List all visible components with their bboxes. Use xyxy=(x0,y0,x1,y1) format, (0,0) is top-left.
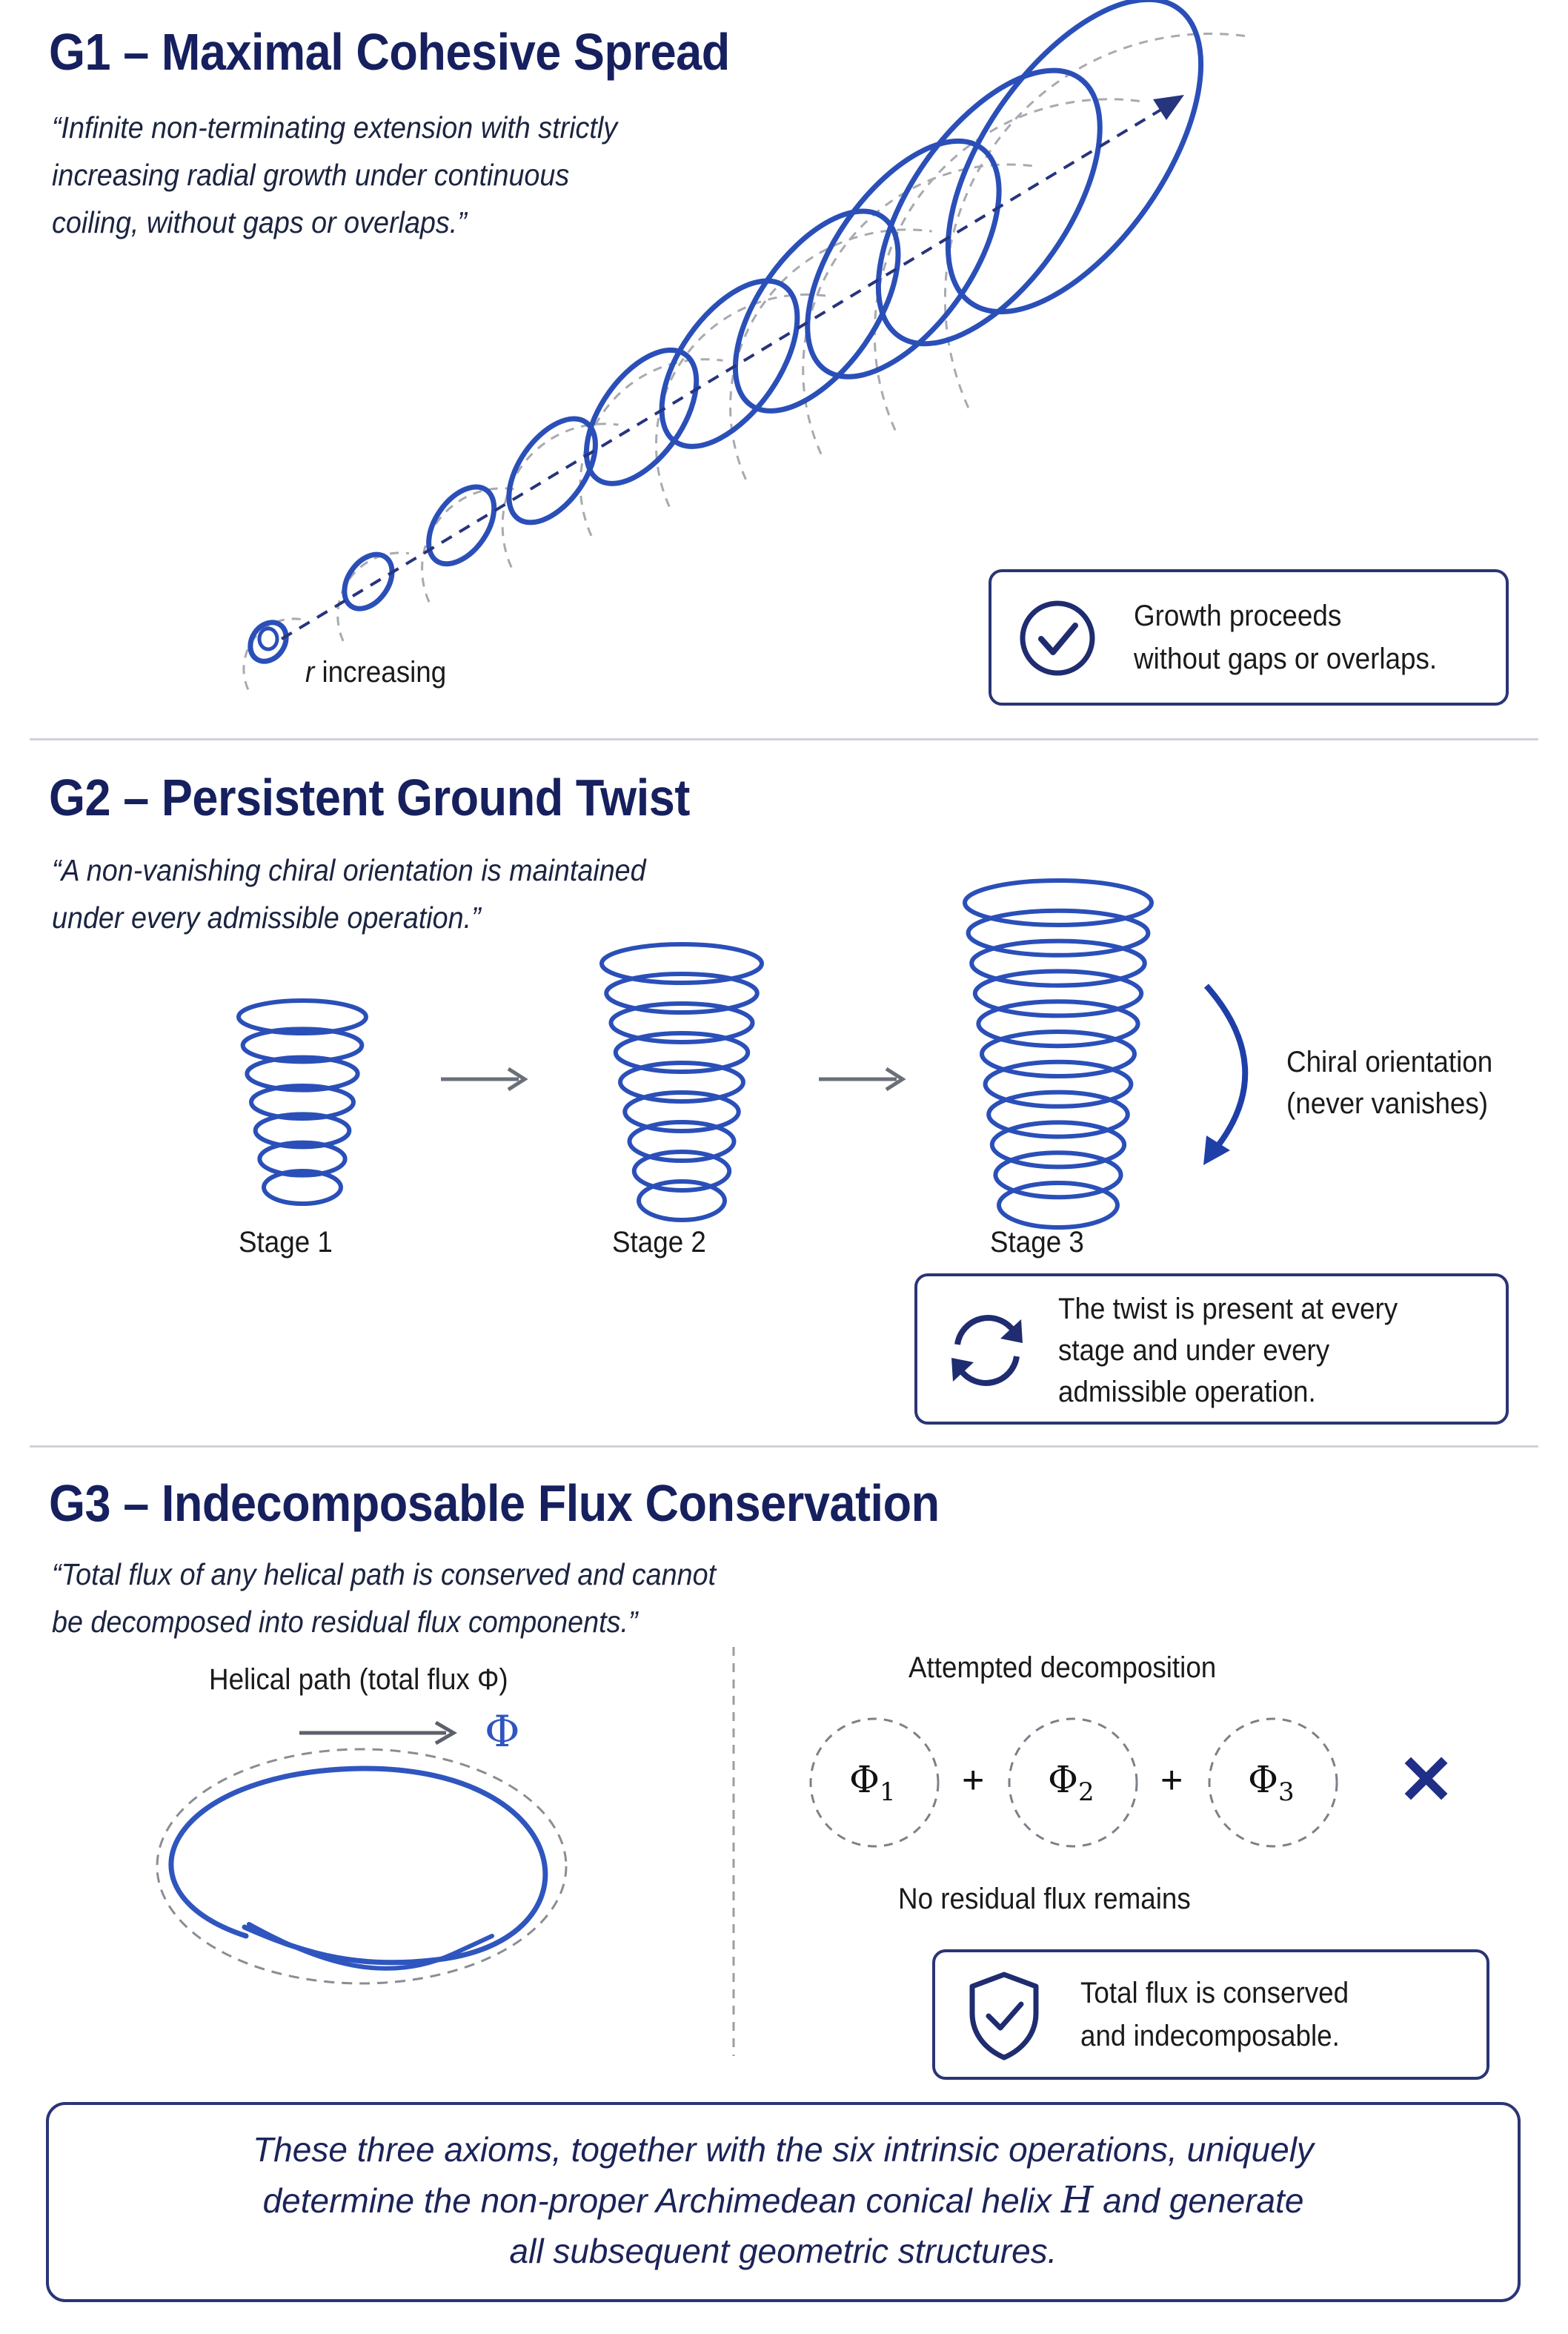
g2-coil-loop xyxy=(602,944,762,983)
g3-callout-box xyxy=(932,1949,1489,2080)
g1-helix-ring xyxy=(243,615,293,668)
g3-callout-line: Total flux is conserved xyxy=(1080,1977,1349,2009)
g2-arrow-1 xyxy=(441,1069,525,1090)
g3-quote-line: be decomposed into residual flux components.” xyxy=(52,1605,638,1639)
g1-callout-line: without gaps or overlaps. xyxy=(1134,643,1438,675)
conclusion-box xyxy=(46,2102,1521,2302)
g3-component-subscript: 3 xyxy=(1278,1777,1295,1807)
g3-callout-text xyxy=(1080,1972,1349,2058)
chiral-rotation-arrow-icon xyxy=(1203,986,1245,1165)
g2-coil-loop xyxy=(634,1152,730,1190)
g1-helix-ring xyxy=(335,546,402,617)
g2-stage-label: Stage 2 xyxy=(612,1226,706,1259)
conclusion-text xyxy=(49,2124,1518,2276)
g1-callout-box xyxy=(989,569,1509,706)
g2-stage-label: Stage 1 xyxy=(239,1226,333,1259)
conclusion-line xyxy=(49,2175,1518,2226)
g1-axis-label xyxy=(305,656,446,689)
g1-quote-line: coiling, without gaps or overlaps.” xyxy=(52,205,467,239)
shield-check-icon xyxy=(963,1967,1045,2063)
g3-plus-sign: + xyxy=(1160,1759,1183,1802)
refresh-cycle-icon xyxy=(943,1306,1032,1395)
g1-axis-text: increasing xyxy=(314,656,447,689)
conclusion-variable: H xyxy=(1060,2178,1094,2221)
g1-quote-line: increasing radial growth under continuous xyxy=(52,158,570,192)
g1-axis-line xyxy=(282,104,1171,639)
g2-quote-line: under every admissible operation.” xyxy=(52,901,481,935)
g2-stage-label: Stage 3 xyxy=(990,1226,1084,1259)
conclusion-line: all subsequent geometric structures. xyxy=(509,2232,1057,2270)
g2-chiral-label-line: (never vanishes) xyxy=(1286,1087,1489,1120)
g3-quote-line: “Total flux of any helical path is conserved and cannot xyxy=(52,1557,717,1591)
g3-component-subscript: 1 xyxy=(880,1777,896,1807)
g2-coil-loop xyxy=(620,1063,743,1101)
g2-coil-loop xyxy=(630,1122,734,1161)
g2-coil-loop xyxy=(606,974,757,1012)
g3-component-symbol: Φ xyxy=(1048,1758,1078,1801)
g2-stage-2-helix xyxy=(602,944,762,1220)
g1-helix-ring xyxy=(898,0,1250,354)
g1-helix-ring xyxy=(834,33,1143,381)
g3-decomposition-title: Attempted decomposition xyxy=(908,1651,1217,1684)
g3-plus-sign: + xyxy=(962,1759,985,1802)
g1-callout-line: Growth proceeds xyxy=(1134,600,1342,632)
g1-guide-arc xyxy=(338,553,409,641)
conclusion-segment: determine the non-proper Archimedean conical helix xyxy=(262,2181,1061,2220)
g3-cross-icon: ✕ xyxy=(1398,1743,1455,1818)
g3-title: G3 – Indecomposable Flux Conservation xyxy=(49,1474,940,1532)
g1-guide-arc xyxy=(945,33,1246,408)
g1-title: G1 – Maximal Cohesive Spread xyxy=(49,23,730,81)
section-divider xyxy=(30,738,1538,740)
g3-component-subscript: 2 xyxy=(1078,1777,1094,1807)
g2-coil-loop xyxy=(611,1004,753,1042)
conclusion-line: These three axioms, together with the six intrinsic operations, uniquely xyxy=(253,2130,1314,2169)
g3-component-phi2 xyxy=(1048,1758,1094,1807)
g1-quote-line: “Infinite non-terminating extension with strictly xyxy=(52,110,618,145)
g2-callout-line: stage and under every xyxy=(1058,1334,1330,1367)
g2-chiral-label xyxy=(1286,1041,1492,1124)
g3-component-symbol: Φ xyxy=(849,1758,880,1801)
g3-component-phi1 xyxy=(849,1758,896,1807)
g3-helical-label: Helical path (total flux Φ) xyxy=(209,1663,508,1696)
g1-guide-arc xyxy=(422,488,514,602)
section-divider xyxy=(30,1445,1538,1448)
g2-callout-text xyxy=(1058,1288,1398,1413)
g2-title: G2 – Persistent Ground Twist xyxy=(49,769,690,826)
g1-helix-ring xyxy=(259,629,277,649)
g3-helical-loop xyxy=(171,1768,545,1963)
g1-callout-text xyxy=(1134,594,1437,680)
g2-callout-box xyxy=(914,1273,1509,1425)
g2-chiral-label-line: Chiral orientation xyxy=(1286,1046,1493,1078)
g2-stage-1-helix xyxy=(239,1001,366,1204)
g1-axis-variable: r xyxy=(305,656,315,689)
g3-component-phi3 xyxy=(1248,1758,1295,1807)
g2-quote-line: “A non-vanishing chiral orientation is maintained xyxy=(52,853,646,887)
g2-coil-loop xyxy=(625,1093,739,1131)
g1-guide-arc xyxy=(874,99,1141,431)
conclusion-segment: and generate xyxy=(1093,2181,1304,2220)
g1-helix-ring xyxy=(416,475,508,576)
g3-outer-dashed-ellipse xyxy=(157,1749,566,1983)
g1-helix-ring xyxy=(635,258,825,470)
g2-stage-3-helix xyxy=(965,881,1152,1227)
g2-coil-loop xyxy=(616,1033,748,1072)
check-circle-icon xyxy=(1017,597,1098,679)
g2-coil-loop xyxy=(639,1181,725,1220)
g2-coil-loop xyxy=(999,1183,1117,1227)
g3-total-flux-symbol: Φ xyxy=(485,1706,520,1757)
g1-axis-arrowhead xyxy=(1153,95,1184,120)
g2-callout-line: admissible operation. xyxy=(1058,1376,1316,1408)
g3-no-residual-text: No residual flux remains xyxy=(898,1883,1191,1915)
g3-callout-line: and indecomposable. xyxy=(1080,2020,1340,2052)
g1-helix-ring xyxy=(703,184,931,439)
g2-arrow-2 xyxy=(819,1069,903,1090)
g3-component-symbol: Φ xyxy=(1248,1758,1278,1801)
g2-callout-line: The twist is present at every xyxy=(1058,1293,1398,1325)
